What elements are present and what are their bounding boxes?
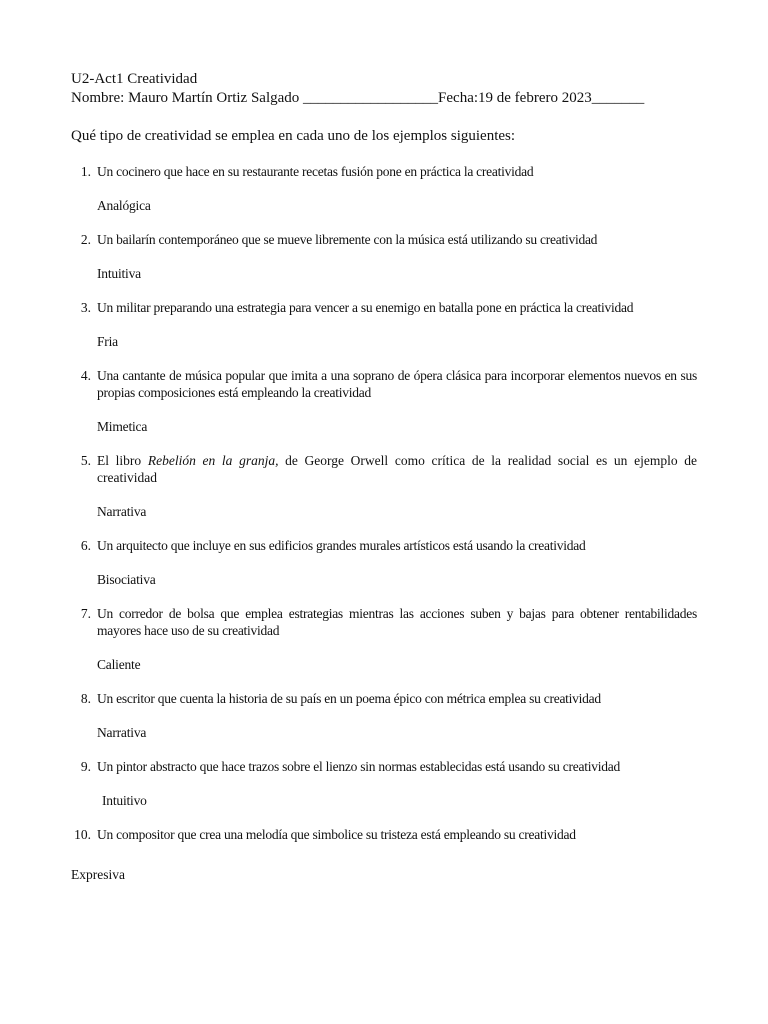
question-text: Un militar preparando una estrategia para vencer a su enemigo en batalla pone en práctica la creatividad — [97, 300, 634, 315]
student-name-date-line: Nombre: Mauro Martín Ortiz Salgado __________________Fecha:19 de febrero 2023_______ — [71, 90, 645, 106]
question-item — [71, 452, 697, 520]
question-number: 10. — [74, 827, 91, 842]
question-item — [71, 826, 697, 843]
question-text-start: El libro — [97, 453, 148, 468]
question-item — [71, 758, 697, 809]
question-item — [71, 605, 697, 673]
question-list — [71, 163, 697, 843]
question-text: Un cocinero que hace en su restaurante recetas fusión pone en práctica la creatividad — [97, 164, 534, 179]
question-number: 6. — [80, 538, 91, 553]
question-number: 3. — [80, 300, 91, 315]
answer-text: Bisociativa — [97, 572, 156, 587]
question-number: 1. — [80, 164, 91, 179]
question-text: Un corredor de bolsa que emplea estrategias mientras las acciones suben y bajas para obtener rentabilidades mayores hace uso de su creatividad — [97, 606, 697, 638]
document-page — [71, 70, 697, 843]
question-text: Un arquitecto que incluye en sus edificios grandes murales artísticos está usando la creatividad — [97, 538, 586, 553]
answer-text: Intuitiva — [97, 266, 141, 281]
question-number: 7. — [80, 606, 91, 621]
answer-text: Mimetica — [97, 419, 148, 434]
question-text-end: de George Orwell como crítica de la realidad social es un ejemplo de creatividad — [97, 453, 697, 485]
answer-text: Intuitivo — [102, 793, 147, 808]
question-text: Un escritor que cuenta la historia de su país en un poema épico con métrica emplea su creatividad — [97, 691, 601, 706]
answer-text: Caliente — [97, 657, 141, 672]
answer-text: Narrativa — [97, 725, 147, 740]
question-item — [71, 163, 697, 214]
question-text: Una cantante de música popular que imita a una soprano de ópera clásica para incorporar elementos nuevos en sus propias composiciones está empleando la creatividad — [97, 368, 697, 400]
question-number: 2. — [80, 232, 91, 247]
question-number: 9. — [80, 759, 91, 774]
answer-text: Analógica — [97, 198, 151, 213]
question-text: Un compositor que crea una melodía que simbolice su tristeza está empleando su creatividad — [97, 827, 576, 842]
question-text: Un pintor abstracto que hace trazos sobre el lienzo sin normas establecidas está usando su creatividad — [97, 759, 620, 774]
activity-title: U2-Act1 Creatividad — [71, 71, 198, 87]
question-number: 8. — [80, 691, 91, 706]
answer-text: Fria — [97, 334, 118, 349]
question-item — [71, 367, 697, 435]
question-item — [71, 690, 697, 741]
book-title: Rebelión en la granja, — [147, 453, 279, 468]
question-text: Un bailarín contemporáneo que se mueve libremente con la música está utilizando su creatividad — [97, 232, 598, 247]
answer-text: Expresiva — [71, 867, 125, 882]
question-number: 5. — [80, 453, 91, 468]
question-number: 4. — [80, 368, 91, 383]
instructions: Qué tipo de creatividad se emplea en cada uno de los ejemplos siguientes: — [71, 128, 516, 144]
question-text — [97, 452, 697, 486]
answer-text: Narrativa — [97, 504, 147, 519]
question-item — [71, 299, 697, 350]
question-item — [71, 231, 697, 282]
question-item — [71, 537, 697, 588]
